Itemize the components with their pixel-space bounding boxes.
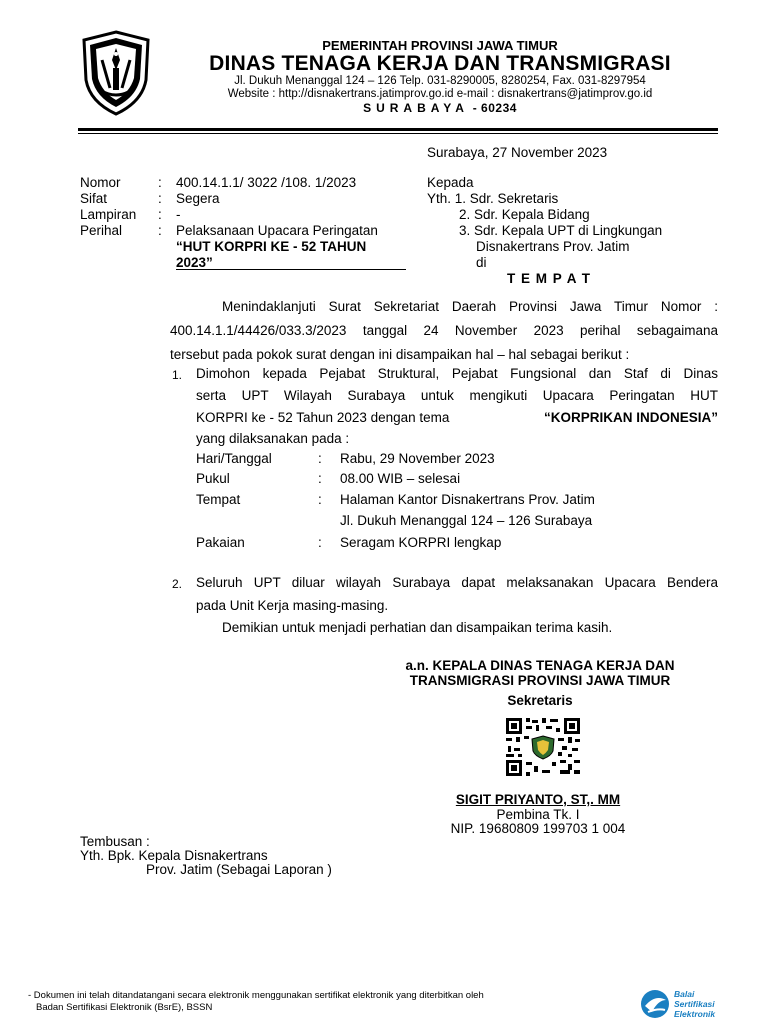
recipient-1: Yth. 1. Sdr. Sekretaris: [427, 191, 559, 206]
item-2-number: 2.: [172, 577, 183, 591]
item-1-line1: Dimohon kepada Pejabat Struktural, Pejabat Fungsional dan Staf di Dinas: [196, 366, 718, 381]
event-tempat-value1: Halaman Kantor Disnakertrans Prov. Jatim: [340, 492, 595, 507]
item-1-line4: yang dilaksanakan pada :: [196, 431, 350, 446]
letterhead-address: Jl. Dukuh Menanggal 124 – 126 Telp. 031-8290005, 8280254, Fax. 031-8297954: [234, 75, 646, 87]
event-tempat-colon: :: [318, 492, 322, 507]
body-paragraph-line2: 400.14.1.1/44426/033.3/2023 tanggal 24 November 2023 perihal sebagaimana: [170, 323, 718, 338]
event-pukul-label: Pukul: [196, 471, 230, 486]
tembusan-line2: Prov. Jatim (Sebagai Laporan ): [146, 862, 332, 877]
event-pukul-value: 08.00 WIB – selesai: [340, 471, 461, 486]
signatory-name: SIGIT PRIYANTO, ST,. MM: [455, 792, 621, 807]
perihal-value-line1: Pelaksanaan Upacara Peringatan: [176, 223, 378, 238]
item-1-line3: [196, 410, 718, 425]
sifat-colon: :: [158, 191, 162, 206]
closing-sentence: Demikian untuk menjadi perhatian dan disampaikan terima kasih.: [222, 620, 613, 635]
signatory-nip: NIP. 19680809 199703 1 004: [450, 821, 626, 836]
svg-text:Balai: Balai: [674, 989, 695, 999]
nomor-label: Nomor: [80, 175, 121, 190]
recipient-tempat: T E M P A T: [507, 271, 592, 286]
footer-note-line2: Badan Sertifikasi Elektronik (BsrE), BSSN: [36, 1002, 213, 1013]
lampiran-colon: :: [158, 207, 162, 222]
item-1-line3-text: KORPRI ke - 52 Tahun 2023 dengan tema: [196, 410, 450, 425]
recipient-2: 2. Sdr. Kepala Bidang: [459, 207, 590, 222]
letter-date: Surabaya, 27 November 2023: [427, 145, 608, 160]
letterhead-agency: DINAS TENAGA KERJA DAN TRANSMIGRASI: [209, 52, 671, 75]
event-pakaian-label: Pakaian: [196, 535, 245, 550]
lampiran-label: Lampiran: [80, 207, 137, 222]
nomor-colon: :: [158, 175, 162, 190]
letterhead-contact: Website : http://disnakertrans.jatimprov.go.id e-mail : disnakertrans@jatimprov.go.id: [227, 88, 653, 100]
tembusan-line1: Yth. Bpk. Kepala Disnakertrans: [80, 848, 268, 863]
letterhead-government: PEMERINTAH PROVINSI JAWA TIMUR: [322, 38, 558, 53]
item-1-theme: “KORPRIKAN INDONESIA”: [543, 410, 718, 425]
signatory-rank: Pembina Tk. I: [496, 807, 580, 822]
footer-note-line1: - Dokumen ini telah ditandatangani secara elektronik menggunakan sertifikat elektronik yang diterbitkan oleh: [28, 990, 484, 1001]
svg-text:Elektronik: Elektronik: [674, 1009, 716, 1019]
event-hari-label: Hari/Tanggal: [196, 451, 272, 466]
item-2-line2: pada Unit Kerja masing-masing.: [196, 598, 389, 613]
perihal-value-line2: “HUT KORPRI KE - 52 TAHUN: [176, 239, 367, 254]
letterhead-city-line: [160, 101, 720, 116]
event-pakaian-value: Seragam KORPRI lengkap: [340, 535, 502, 550]
event-tempat-value2: Jl. Dukuh Menanggal 124 – 126 Surabaya: [340, 513, 593, 528]
recipient-3-cont: Disnakertrans Prov. Jatim: [476, 239, 630, 254]
event-tempat-label: Tempat: [196, 492, 241, 507]
lampiran-value: -: [176, 207, 181, 222]
item-1-number: 1.: [172, 368, 183, 382]
item-2-line1: Seluruh UPT diluar wilayah Surabaya dapat melaksanakan Upacara Bendera: [196, 575, 718, 590]
event-pakaian-colon: :: [318, 535, 322, 550]
event-hari-value: Rabu, 29 November 2023: [340, 451, 495, 466]
nomor-value: 400.14.1.1/ 3022 /108. 1/2023: [176, 175, 357, 190]
svg-text:Sertifikasi: Sertifikasi: [674, 999, 715, 1009]
letterhead-rule-thin: [78, 133, 718, 134]
signature-title-line1: a.n. KEPALA DINAS TENAGA KERJA DAN: [405, 658, 675, 673]
recipient-3: 3. Sdr. Kepala UPT di Lingkungan: [459, 223, 663, 238]
letterhead-postal: - 60234: [472, 101, 517, 115]
perihal-colon: :: [158, 223, 162, 238]
recipient-di: di: [476, 255, 487, 270]
sifat-value: Segera: [176, 191, 220, 206]
jatim-coat-of-arms-logo: [80, 30, 152, 116]
body-paragraph-line3: tersebut pada pokok surat dengan ini disampaikan hal – hal sebagai berikut :: [170, 347, 630, 362]
recipient-kepada: Kepada: [427, 175, 474, 190]
signature-role: Sekretaris: [507, 693, 573, 708]
item-1-line2: serta UPT Wilayah Surabaya untuk mengikuti Upacara Peringatan HUT: [196, 388, 718, 403]
signature-title-line2: TRANSMIGRASI PROVINSI JAWA TIMUR: [409, 673, 671, 688]
perihal-underline: [176, 269, 406, 270]
event-pukul-colon: :: [318, 471, 322, 486]
letterhead-rule-thick: [78, 128, 718, 131]
perihal-value-line3: 2023”: [176, 255, 213, 270]
perihal-label: Perihal: [80, 223, 123, 238]
bsre-logo: [638, 986, 738, 1022]
letterhead-city: SURABAYA: [363, 101, 469, 115]
event-hari-colon: :: [318, 451, 322, 466]
signature-qr-code: [502, 716, 584, 778]
sifat-label: Sifat: [80, 191, 108, 206]
body-paragraph-line1: Menindaklanjuti Surat Sekretariat Daerah Provinsi Jawa Timur Nomor :: [222, 299, 718, 314]
letterhead: [160, 38, 720, 116]
tembusan-title: Tembusan :: [80, 834, 150, 849]
